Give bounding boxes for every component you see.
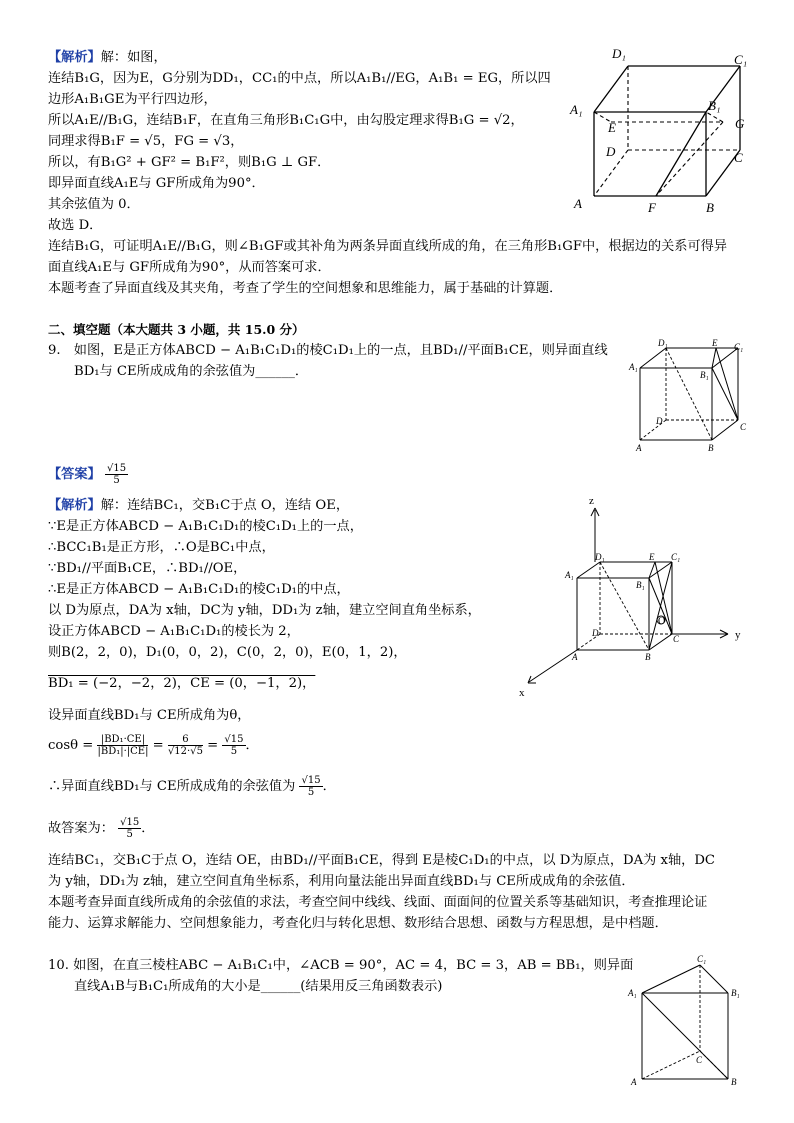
q9-label-A: A — [636, 443, 642, 453]
q9-summary-line: 本题考查异面直线所成角的余弦值的求法，考查空间中线线、线面、面面间的位置关系等基础知识，考查推理论证 — [48, 895, 708, 910]
q9-line: 以 D为原点，DA为 x轴，DC为 y轴，DD₁为 z轴，建立空间直角坐标系， — [48, 603, 481, 618]
q9-coord-label-D1: D₁ — [595, 552, 605, 562]
axis-label-y: y — [735, 629, 741, 641]
q10-label-B1: B₁ — [731, 988, 740, 998]
q9-coord-label-B: B — [645, 652, 651, 662]
q10-prism-figure — [626, 953, 756, 1091]
q8-line: 连结B₁G，可证明A₁E//B₁G，则∠B₁GF或其补角为两条异面直线所成的角，在三角形B₁GF中，根据边的关系可得异 — [48, 239, 728, 254]
q9-coord-label-A1: A₁ — [565, 570, 574, 580]
q9-summary-line: 连结BC₁，交B₁C于点 O，连结 OE，由BD₁//平面B₁CE，得到 E是棱C₁D₁的中点，以 D为原点，DA为 x轴，DC — [48, 853, 715, 868]
q9-summary-line: 为 y轴，DD₁为 z轴，建立空间直角坐标系，利用向量法能出异面直线BD₁与 CE所成成角的余弦值． — [48, 874, 635, 889]
q10-question-line: 10. 如图，在直三棱柱ABC − A₁B₁C₁中，∠ACB = 90°，AC = 4，BC = 3，AB = BB₁，则异面 — [48, 958, 634, 973]
q9-label-E: E — [712, 338, 718, 348]
q8-label-D: D — [606, 144, 616, 159]
q9-line: ∴BCC₁B₁是正方形，∴O是BC₁中点， — [48, 540, 275, 555]
q10-label-C: C — [696, 1055, 703, 1065]
q9-line: ∵E是正方体ABCD − A₁B₁C₁D₁的棱C₁D₁上的一点， — [48, 519, 363, 534]
q8-line: 同理求得B₁F = √5，FG = √3， — [48, 134, 244, 149]
q9-final-answer-line: 故答案为： $\frac{√15}{5}$ ． — [48, 817, 155, 840]
q9-answer-fraction: $\frac{√15}{5}$ — [106, 463, 127, 486]
q8-label-B: B — [706, 200, 714, 215]
q9-coord-label-B1: B₁ — [636, 580, 645, 590]
q8-label-C1: C₁ — [734, 52, 748, 67]
q9-final-fraction: $\frac{√15}{5}$ — [120, 817, 140, 840]
q9-coord-label-C: C — [673, 634, 680, 644]
q9-cos-result: $\frac{√15}{5}$ — [224, 734, 244, 757]
q8-line: 面直线A₁E与 GF所成角为90°，从而答案可求． — [48, 260, 331, 275]
q9-line: 设异面直线BD₁与 CE所成角为θ， — [48, 708, 251, 723]
q9-conclusion-line: ∴异面直线BD₁与 CE所成成角的余弦值为 $\frac{√15}{5}$ ． — [48, 775, 336, 798]
q8-line: 其余弦值为 0． — [48, 197, 140, 212]
q8-line: 故选 D． — [48, 218, 103, 233]
q10-label-A1: A₁ — [628, 988, 637, 998]
q9-coord-label-D: D — [592, 628, 599, 638]
analysis-tag: 【解析】 — [48, 50, 101, 65]
q9-cos-frac1: $\frac{\text{|BD₁·CE|}}{\text{|BD₁|·|CE|}}$ — [97, 734, 149, 757]
q8-line: 所以A₁E//B₁G，连结B₁F，在直角三角形B₁C₁G中，由勾股定理求得B₁G = √2， — [48, 113, 524, 128]
q8-line: 即异面直线A₁E与 GF所成角为90°． — [48, 176, 265, 191]
axis-label-z: z — [589, 495, 594, 507]
q8-line: 连结B₁G，因为E，G分别为DD₁，CC₁的中点，所以A₁B₁//EG，A₁B₁ = EG，所以四 — [48, 71, 551, 86]
q9-summary-line: 能力、运算求解能力、空间想象能力，考查化归与转化思想、数形结合思想、函数与方程思想，是中档题． — [48, 916, 668, 931]
q8-label-A1: A₁ — [570, 102, 583, 117]
q9-label-B: B — [708, 443, 714, 453]
q9-label-D1: D₁ — [658, 338, 668, 348]
q8-analysis-line: 【解析】解：如图， — [48, 50, 167, 65]
q9-cube-figure — [628, 338, 753, 458]
q9-answer-line — [48, 463, 128, 486]
q8-line: 本题考查了异面直线及其夹角，考查了学生的空间想象和思维能力，属于基础的计算题． — [48, 281, 563, 296]
q9-line: 设正方体ABCD − A₁B₁C₁D₁的棱长为 2， — [48, 624, 300, 639]
analysis-tag: 【解析】 — [48, 498, 101, 513]
q9-question-line: 9. 如图，E是正方体ABCD − A₁B₁C₁D₁的棱C₁D₁上的一点，且BD₁//平面B₁CE，则异面直线 — [48, 343, 608, 358]
q9-coord-label-O: O — [658, 616, 666, 627]
q9-label-A1: A₁ — [629, 362, 638, 372]
q9-line: 则B(2，2，0)，D₁(0，0，2)，C(0，2，0)，E(0，1，2)， — [48, 645, 407, 660]
q8-cube-figure — [568, 44, 758, 216]
q9-label-C: C — [740, 422, 747, 432]
q9-cos-frac2: $\frac{6}{√12\cdot√5}$ — [167, 734, 203, 757]
q9-label-D: D — [656, 416, 663, 426]
q8-label-A: A — [574, 196, 582, 211]
q8-label-G: G — [735, 116, 745, 131]
section-title: 二、填空题（本大题共 3 小题，共 15.0 分） — [48, 322, 305, 337]
q10-label-C1: C₁ — [697, 954, 707, 964]
q9-line: ∴E是正方体ABCD − A₁B₁C₁D₁的棱C₁D₁的中点， — [48, 582, 350, 597]
q10-label-B: B — [731, 1077, 737, 1087]
axis-label-x: x — [519, 687, 525, 699]
q8-label-F: F — [648, 200, 656, 215]
q8-label-D1: D₁ — [612, 46, 626, 61]
q9-coordinate-figure — [515, 490, 755, 700]
q9-analysis-line: 【解析】解：连结BC₁，交B₁C于点 O，连结 OE， — [48, 498, 350, 513]
q9-coord-label-A: A — [572, 652, 578, 662]
q9-coord-label-C1: C₁ — [671, 552, 681, 562]
q9-line: ∵BD₁//平面B₁CE，∴BD₁//OE， — [48, 561, 247, 576]
q8-line: 所以，有B₁G² + GF² = B₁F²，则B₁G ⊥ GF． — [48, 155, 331, 170]
q8-label-E: E — [608, 120, 616, 135]
q9-vector-line: BD₁ = (−2，−2，2)，CE = (0，−1，2)， — [48, 676, 316, 691]
answer-tag: 【答案】 — [48, 467, 101, 482]
q9-label-B1: B₁ — [700, 370, 709, 380]
q9-coord-label-E: E — [649, 552, 655, 562]
q9-cos-line: cosθ = $\frac{\text{|BD₁·CE|}}{\text{|BD₁|·|CE|}}$ = $\frac{6}{√12\cdot√5}$ = $\frac{√15}{5}$ ． — [48, 734, 259, 757]
q8-label-B1: B₁ — [708, 98, 721, 113]
q9-conclusion-fraction: $\frac{√15}{5}$ — [301, 775, 321, 798]
q9-question-line: BD₁与 CE所成成角的余弦值为______． — [74, 364, 309, 379]
q10-question-line: 直线A₁B与B₁C₁所成角的大小是______(结果用反三角函数表示) — [74, 979, 443, 994]
q8-label-C: C — [734, 150, 743, 165]
q8-line: 边形A₁B₁GE为平行四边形， — [48, 92, 217, 107]
q9-label-C1: C₁ — [734, 342, 744, 352]
q10-label-A: A — [631, 1077, 637, 1087]
